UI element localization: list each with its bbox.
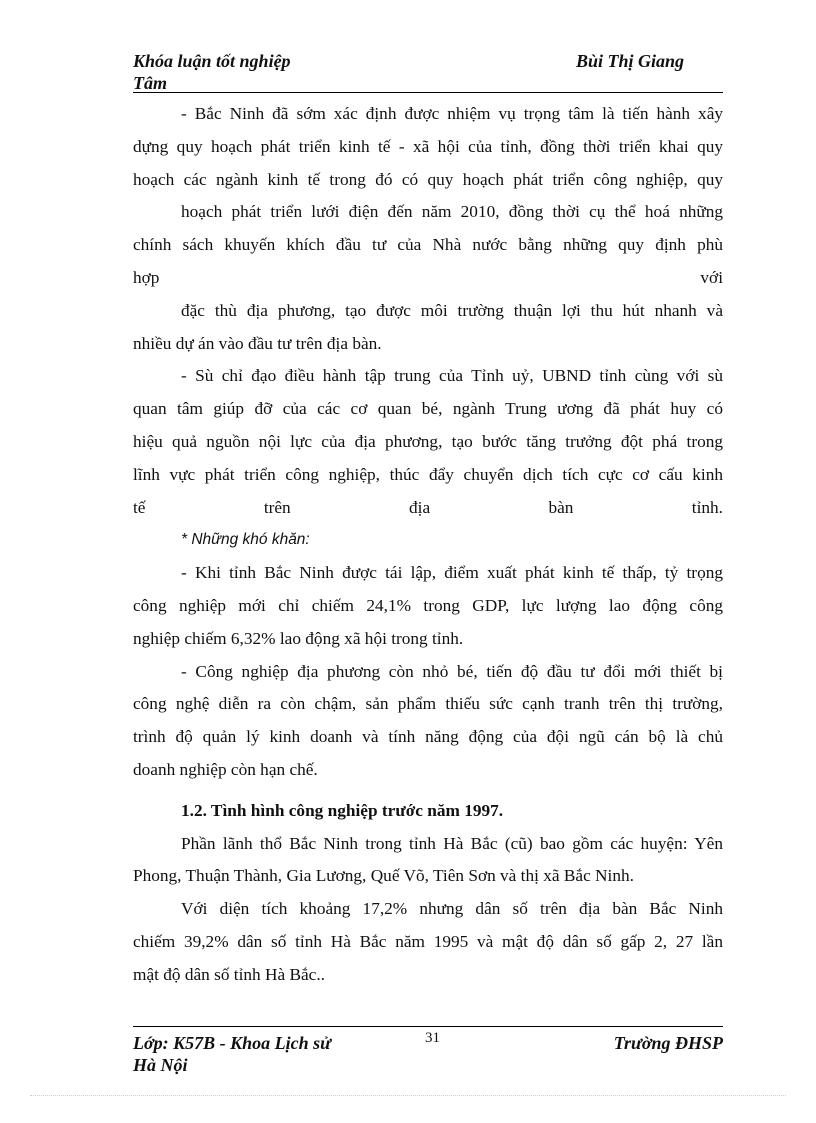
document-body (133, 98, 723, 992)
paragraph-line: - Khi tỉnh Bắc Ninh được tái lập, điểm xuất phát kinh tế thấp, tỷ trọng (181, 563, 723, 583)
paragraph-line: dựng quy hoạch phát triển kinh tế - xã hội của tỉnh, đồng thời triển khai quy (133, 136, 723, 156)
page-number: 31 (425, 1030, 440, 1046)
header-divider (133, 92, 723, 93)
paragraph-line: hiệu quả nguồn nội lực của địa phương, tạo bước tăng trưởng đột phá trong (133, 431, 723, 451)
paragraph-line: chiếm 39,2% dân số tỉnh Hà Bắc năm 1995 và mật độ dân số gấp 2, 27 lần (133, 931, 723, 951)
paragraph-line: mật độ dân số tỉnh Hà Bắc.. (133, 964, 325, 984)
footer-class-info: Lớp: K57B - Khoa Lịch sử (133, 1033, 331, 1053)
footer-university: Trường ĐHSP (613, 1033, 723, 1053)
paragraph-line: tế trên địa bàn tỉnh. (133, 497, 723, 517)
footer-university-city: Hà Nội (133, 1055, 188, 1075)
header-author-name: Bùi Thị Giang (576, 51, 685, 71)
paragraph-line: công nghiệp mới chỉ chiếm 24,1% trong GDP, lực lượng lao động công (133, 595, 723, 615)
paragraph-line: Phần lãnh thổ Bắc Ninh trong tỉnh Hà Bắc (cũ) bao gồm các huyện: Yên (181, 833, 723, 853)
header-thesis-title: Khóa luận tốt nghiệp (133, 51, 291, 71)
paragraph-line: - Công nghiệp địa phương còn nhỏ bé, tiến độ đầu tư đổi mới thiết bị (181, 661, 723, 681)
paragraph-line: quan tâm giúp đỡ của các cơ quan bé, ngành Trung ương đã phát huy có (133, 399, 723, 419)
header-author-name-continued: Tâm (133, 73, 167, 93)
paragraph-line: lĩnh vực phát triển công nghiệp, thúc đẩy chuyển dịch tích cực cơ cấu kinh (133, 464, 723, 484)
paragraph-line: hợp với (133, 267, 723, 287)
paragraph-line: trình độ quản lý kinh doanh và tính năng động của đội ngũ cán bộ là chủ (133, 727, 723, 747)
paragraph-line: hoạch phát triển lưới điện đến năm 2010, đồng thời cụ thể hoá những (181, 202, 723, 222)
paragraph-line: công nghệ diễn ra còn chậm, sản phẩm thiếu sức cạnh tranh trên thị trường, (133, 694, 723, 714)
paragraph-line: đặc thù địa phương, tạo được môi trường thuận lợi thu hút nhanh và (181, 300, 723, 320)
paragraph-line: - Sù chỉ đạo điều hành tập trung của Tỉnh uỷ, UBND tỉnh cùng với sù (181, 366, 723, 386)
paragraph-line: hoạch các ngành kinh tế trong đó có quy hoạch phát triển công nghiệp, quy (133, 169, 723, 189)
paragraph-line: nghiệp chiếm 6,32% lao động xã hội trong tỉnh. (133, 628, 464, 648)
paragraph-line: Phong, Thuận Thành, Gia Lương, Quế Võ, Tiên Sơn và thị xã Bắc Ninh. (133, 866, 634, 886)
page-bottom-border (30, 1095, 786, 1096)
section-heading: 1.2. Tình hình công nghiệp trước năm 1997. (181, 800, 504, 820)
paragraph-line: doanh nghiệp còn hạn chế. (133, 759, 318, 779)
paragraph-line: - Bắc Ninh đã sớm xác định được nhiệm vụ trọng tâm là tiến hành xây (181, 104, 723, 123)
paragraph-line: Với diện tích khoảng 17,2% nhưng dân số trên địa bàn Bắc Ninh (181, 899, 723, 919)
paragraph-line: nhiều dự án vào đầu tư trên địa bàn. (133, 333, 382, 353)
paragraph-line: chính sách khuyến khích đầu tư của Nhà nước bằng những quy định phù (133, 235, 723, 255)
difficulties-subheading: * Những khó khăn: (181, 531, 310, 549)
